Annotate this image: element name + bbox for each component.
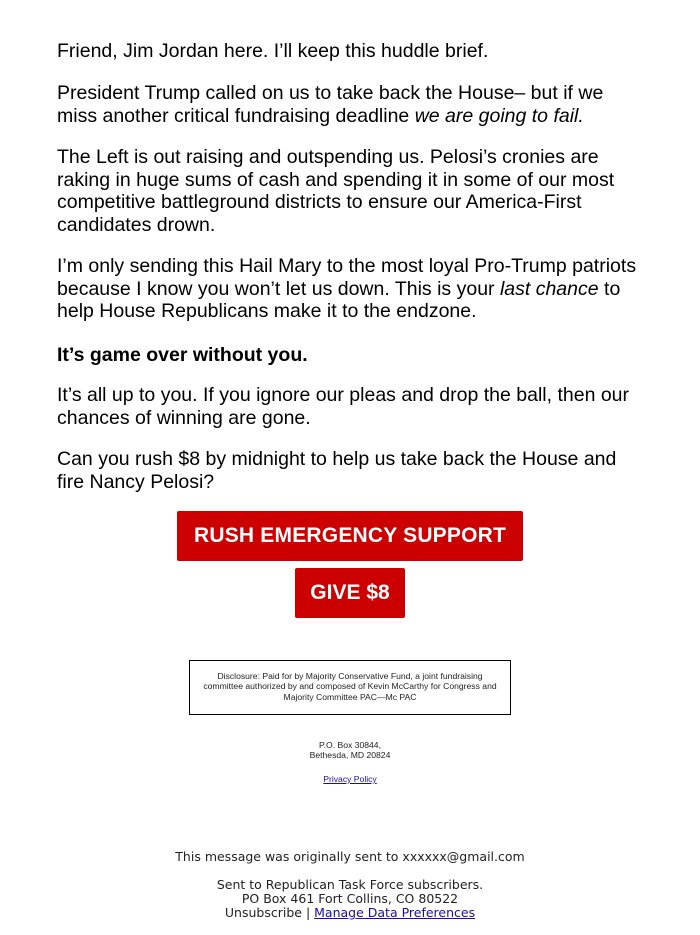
paragraph-text: President Trump called on us to take back the House– but if we miss another critical fundraising deadline xyxy=(57,82,604,127)
paragraph-hail-mary xyxy=(57,255,647,323)
paragraph-text: to help House Republicans make it to the endzone. xyxy=(57,277,621,323)
privacy-policy-link[interactable]: Privacy Policy xyxy=(323,774,377,784)
address-line-2: Bethesda, MD 20824 xyxy=(309,750,391,761)
paragraph-left: The Left is out raising and outspending us. Pelosi’s cronies are raking in huge sums of cash and spending it in some of our most competitive battleground districts to ensure our America-First candidates drown. xyxy=(57,146,615,236)
bold-statement: It’s game over without you. xyxy=(57,344,308,366)
paragraph-trump xyxy=(57,82,647,127)
emphasis-text: we are going to fail. xyxy=(414,104,584,127)
footer-block xyxy=(100,878,600,920)
paragraph-text: I’m only sending this Hail Mary to the most loyal Pro-Trump patriots because I know you won’t let us down. This is your xyxy=(57,255,637,300)
manage-data-preferences-link[interactable]: Manage Data Preferences xyxy=(314,905,476,920)
footer-separator: | xyxy=(305,905,311,920)
address-line-1: P.O. Box 30844, xyxy=(319,740,381,750)
disclosure-box: Disclosure: Paid for by Majority Conservative Fund, a joint fundraising committee authorized by and composed of Kevin McCarthy for Congress and Majority Committee PAC—Mc PAC xyxy=(189,660,511,715)
privacy-policy-container xyxy=(250,774,450,784)
rush-emergency-support-button[interactable]: RUSH EMERGENCY SUPPORT xyxy=(177,511,523,561)
greeting-paragraph: Friend, Jim Jordan here. I’ll keep this huddle brief. xyxy=(57,40,489,62)
paragraph-ask: Can you rush $8 by midnight to help us take back the House and fire Nancy Pelosi? xyxy=(57,448,617,493)
footer-links xyxy=(100,906,600,920)
footer-po-box: PO Box 461 Fort Collins, CO 80522 xyxy=(241,891,459,906)
unsubscribe-link[interactable]: Unsubscribe xyxy=(224,905,302,920)
emphasis-text: last chance xyxy=(499,277,599,300)
sent-to-note: This message was originally sent to xxxxxx@gmail.com xyxy=(175,849,525,864)
subscribers-line: Sent to Republican Task Force subscribers. xyxy=(216,877,484,892)
give-8-button[interactable]: GIVE $8 xyxy=(295,568,405,618)
postal-address xyxy=(250,740,450,761)
paragraph-all-up-to-you: It’s all up to you. If you ignore our pleas and drop the ball, then our chances of winning are gone. xyxy=(57,384,630,429)
